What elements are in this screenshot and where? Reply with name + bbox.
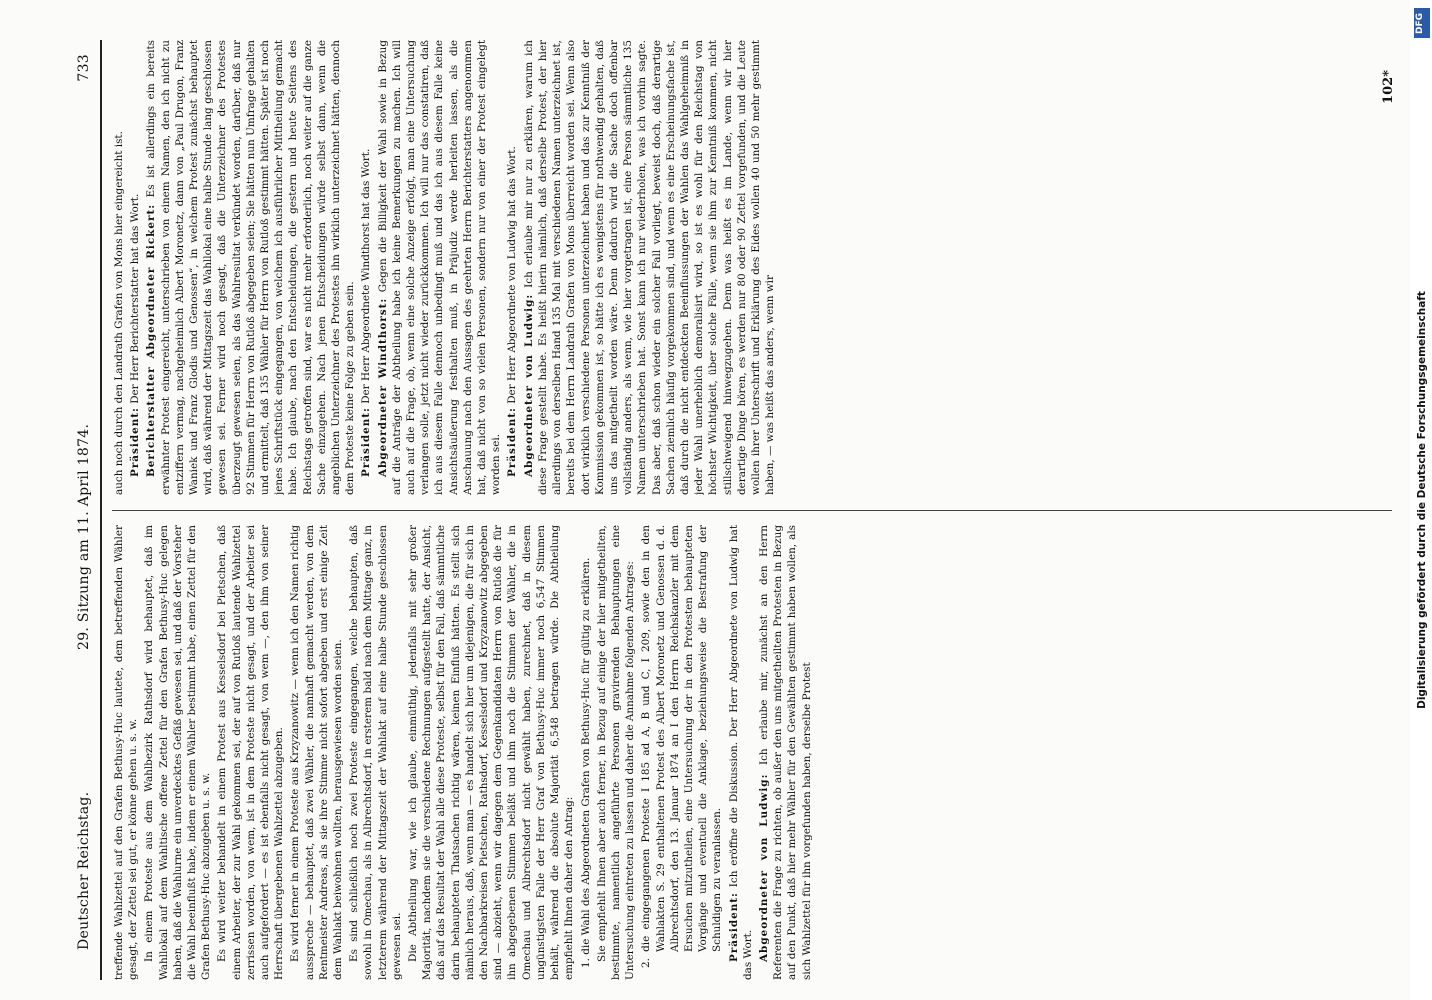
paragraph-text: Die Abtheilung war, wie ich glaube, einmüthig, jedenfalls mit sehr großer Majorität, nachdem sie die verschiedene Rechnungen aufgestellt hatte, der Ansicht, daß auf das Resultat der Wahl alle diese Proteste, selbst für den Fall, daß sämmtliche darin behaupteten Thatsachen richtig wären, keinen Einfluß hätten. Es stellt sich nämlich heraus, daß, wenn man — es handelt sich hier um diejenigen, die für sich in den Nachbarkreisen Pietschen, Rathsdorf, Kesselsdorf und Krzyzanowitz abgegeben sind — abzieht, wenn wir dagegen dem Gegenkandidaten Herrn von Rutloß die für ihn abgegebenen Stimmen beläßt und ihm noch die Stimmen der Wähler, die in Omechau und Albrechtsdorf nicht gewählt haben, zurechnet, daß in diesem ungünstigsten Falle der Herr Graf von Bethusy-Huc immer noch 6,547 Stimmen behält, während die absolute Majorität 6,548 betragen würde. Die Abtheilung empfiehlt Ihnen daher den Antrag: [407,525,576,980]
dfg-logo [1414,8,1430,38]
paragraph [376,40,504,495]
speaker-label: Abgeordneter von Ludwig: [757,773,770,962]
motion-item [579,525,593,980]
paragraph-text: Es ist allerdings ein bereits erwähnter Protest eingereicht, unterschrieben von einem Namen, den ich nicht zu entziffern vermag, nachgeheimlich Albert Moronetz, dann von „Paul Drugon, Franz Waniek und Franz Glodis und Genossen“, in welchem Protest zunächst behauptet wird, daß während der Mittagszeit das Wahllokal eine halbe Stunde lang geschlossen gewesen sei. Ferner wird noch gesagt, daß die Unterzeichner des Protestes überzeugt gewesen seien, als das Wahlresultat verkündet worden, darüber, daß nur 92 Stimmen für Herrn von Rutloß abgegeben seien; Sie hätten nun Umfrage gehalten und ermittelt, daß 135 Wähler für Herrn von Rutloß gestimmt hätten. Später ist noch jenes Schriftstück eingegangen, von welchem ich ausführlicher Mittheilung gemacht habe. Ich glaube, nach den Entscheidungen, die gestern und heute Seitens des Reichstags getroffen sind, war es nicht mehr erforderlich, noch weiter auf die ganze Sache einzugehen. Nach jenen Entscheidungen würde selbst dann, wenn die angeblichen Unterzeichner des Protestes ihn wirklich unterzeichnet hätten, dennoch dem Proteste keine Folge zu geben sein. [145,40,357,495]
column-divider [112,510,1392,511]
paragraph [757,525,814,980]
paragraph [505,40,519,495]
speaker-label: Berichterstatter Abgeordneter Rickert: [145,203,158,477]
paragraph [128,40,142,495]
paragraph [112,40,126,495]
motion-item [639,525,724,980]
paragraph-text: Sie empfiehlt Ihnen aber auch ferner, in Bezug auf einige der hier mitgetheilten, bestimmte, namentlich angeführte Personen gravirenden Behauptungen eine Untersuchung eintreten zu lassen und daher die Annahme folgenden Antrages: [595,525,637,980]
running-head [70,40,100,980]
paragraph [727,525,755,980]
paragraph [112,525,140,980]
paragraph [359,40,373,495]
paragraph-text: Ich erlaube mir, zunächst an den Herrn Referenten die Frage zu richten, ob außer den uns mitgetheilten Protesten in Bezug auf den Punkt, daß hier mehr Wähler für den Gewählten gestimmt haben wollen, als sich Wahlzettel für ihn vorgefunden haben, derselbe Protest [757,525,813,980]
paragraph-text: Es sind schließlich noch zwei Proteste eingegangen, welche behaupten, daß sowohl in Omechau, als in Albrechtsdorf, in ersterem bald nach dem Mittage ganz, in letzterem während der Mittagszeit der Wahlakt auf eine halbe Stunde geschlossen gewesen sei. [348,525,403,980]
digitization-stamp [1412,0,1432,1000]
speaker-label: Präsident: [727,892,740,962]
digitization-stamp-text: Digitalisierung gefördert durch die Deutsche Forschungsgemeinschaft [1416,291,1428,709]
speaker-label: Präsident: [129,407,142,477]
paragraph [406,525,576,980]
journal-title: Deutscher Reichstag. [76,791,92,950]
paragraph-text: Gegen die Billigkeit der Wahl sowie in Bezug auf die Anträge der Abtheilung habe ich keine Bemerkungen zu machen. Ich will auch auf die Frage, ob, wenn eine solche Anzeige erfolgt, man eine Untersuchung verlangen solle, jetzt nicht wieder zurückkommen. Ich will nur das constatiren, daß ich aus diesem Falle dennoch unbedingt muß und das ich aus diesem Falle keine Ansichtsäußerung festhalten muß, in Präjudiz werde herleiten lassen, als die Anschauung nach den Aussagen des geehrten Herrn Berichterstatters angenommen hat, daß nicht von so vielen Personen, sondern nur von einer der Protest eingelegt worden sei. [376,40,503,495]
signature-mark: 102* [1381,70,1396,104]
paragraph-text: 2. die eingegangenen Proteste I 185 ad A, B und C, I 209, sowie den in den Wahlakten S. 29 enthaltenen Protest des Albert Moronetz und Genossen d. d. Albrechtsdorf, den 13. Januar 1874 an I den Herrn Reichskanzler mit dem Ersuchen mitzutheilen, eine Untersuchung der in den Protesten behaupteten Vorgänge und eventuell die Anklage, beziehungsweise die Bestrafung der Schuldigen zu veranlassen. [640,525,724,968]
paragraph-text: Der Herr Abgeordnete von Ludwig hat das Wort. [506,146,519,408]
paragraph [215,525,286,980]
paragraph-text: Ich eröffne die Diskussion. Der Herr Abgeordnete von Ludwig hat das Wort. [727,525,754,980]
left-column [112,525,1392,980]
speaker-label: Präsident: [506,407,519,477]
paragraph [144,40,357,495]
paragraph [347,525,404,980]
dfg-logo-text: DFG [1415,12,1425,34]
paragraph [522,40,778,495]
paragraph-text: 1. die Wahl des Abgeordneten Grafen von Bethusy-Huc für gültig zu erklären. [579,557,592,968]
paragraph-text: Es wird ferner in einem Proteste aus Krzyzanowitz — wenn ich den Namen richtig ausspreche — behauptet, daß zwei Wähler, die namhaft gemacht werden, von dem Rentmeister Andreas, als sie ihre Stimme nicht sofort abgeben und erst einige Zeit dem Wahlakt beiwohnen wollten, herausgewiesen worden seien. [289,525,345,980]
speaker-label: Präsident: [360,407,373,477]
paragraph [288,525,345,980]
paragraph-text: Der Herr Abgeordnete Windthorst hat das Wort. [360,148,373,408]
paragraph [142,525,213,980]
paragraph-text: Ich erlaube mir nur zu erklären, warum ich diese Frage gestellt habe. Es heißt hierin nämlich, daß derselbe Protest, der hier allerdings von derselben Hand 135 Mal mit verschiedenen Namen unterzeichnet ist, bereits bei dem Herrn Landrath Grafen von Mons überreicht worden sei. Wenn also dort wirklich verschiedene Personen unterzeichnet haben und das zur Kenntniß der Kommission gekommen ist, so hätte ich es wenigstens für nothwendig gehalten, daß uns das mitgetheilt worden wäre. Denn dadurch wird die Sache doch offenbar vollständig anders, als wenn, wie hier vorgetragen ist, eine Person sämmtliche 135 Namen unterschrieben hat. Sonst kann ich nur wiederholen, was ich vorhin sagte. Das aber, daß schon wieder ein solcher Fall vorliegt, beweist doch, daß derartige Sachen ziemlich häufig vorgekommen sind, und wenn es eine Erscheinungsfache ist, daß durch die nicht entdeckten Beeinflussungen der Wahlen das Wahlgeheimniß in jeder Wahl unerheblich demoralisirt wird, so ist es wohl für den Reichstag von höchster Wichtigkeit, über solche Fälle, wenn sie ihm zur Kenntniß kommen, nicht stillschweigend hinwegzugehen. Denn was heißt es im Lande, wenn wir hier derartige Dinge hören, es werden nur 80 oder 90 Zettel vorgefunden, und die Leute wollen ihrer Unterschrift und Erklärung des Eides wollen 40 und 50 mehr gestimmt haben, — was heißt das anders, wenn wir [522,40,777,495]
page-body [70,40,1400,980]
paragraph-text: treffende Wahlzettel auf den Grafen Bethusy-Huc lautete, dem betreffenden Wähler gesagt, der Zettel sei gut, er könne gehen u. s. w. [113,525,140,980]
session-title: 29. Sitzung am 11. April 1874. [76,423,92,650]
speaker-label: Abgeordneter von Ludwig: [522,293,535,477]
speaker-label: Abgeordneter Windthorst: [376,297,389,477]
paragraph [595,525,638,980]
paragraph-text: In einem Proteste aus dem Wahlbezirk Rathsdorf wird behauptet, daß im Wahllokal auf dem Wahltische offene Zettel für den Grafen Bethusy-Huc gelegen haben, daß die Wahlurne ein unverdecktes Gefäß gewesen sei, und daß der Vorsteher die Wahl beeinflußt habe, indem er einem Wähler bestimmt habe, einen Zettel für den Grafen Bethusy-Huc abzugeben u. s. w. [143,525,213,980]
paragraph-text: auch noch durch den Landrath Grafen von Mons hier eingereicht ist. [113,131,125,495]
paragraph-text: Der Herr Berichterstatter hat das Wort. [129,193,142,408]
paragraph-text: Es wird weiter behandelt in einem Protest aus Kesselsdorf bei Pietschen, daß einem Arbeiter, der zur Wahl gekommen sei, der auf von Rutloß lautende Wahlzettel zerrissen worden, von wem, ist in dem Proteste nicht gesagt, und der Arbeiter sei auch aufgefordert — es ist ebenfalls nicht gesagt, von wem —, den ihm von seiner Herrschaft übergebenen Wahlzettel abzugeben. [216,525,286,980]
right-column [112,40,1392,495]
header-rule [100,40,102,980]
page-number: 733 [76,54,92,82]
